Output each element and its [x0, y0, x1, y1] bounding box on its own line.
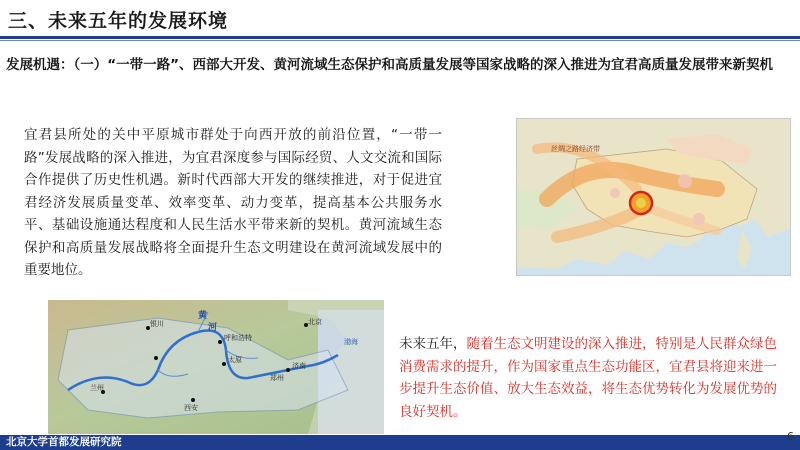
future-paragraph-lead: 未来五年， — [399, 336, 467, 352]
yellow-river-map — [48, 300, 384, 434]
page-number: 6 — [787, 430, 794, 443]
map2-label-hohhot: 呼和浩特 — [224, 334, 252, 342]
map2-label-huang: 黄 — [198, 311, 208, 321]
map2-label-jinan: 济南 — [292, 362, 306, 370]
map2-label-yinchuan: 银川 — [150, 320, 164, 328]
belt-road-map-graphic — [517, 119, 790, 275]
intro-paragraph: 宜君县所处的关中平原城市群处于向西开放的前沿位置，“一带一路”发展战略的深入推进，为宜君深度参与国际经贸、人文交流和国际合作提供了历史性机遇。新时代西部大开发的继续推进，对于促进宜君经济发展质量变革、效率变革、动力变革，提高基本公共服务水平、基础设施通达程度和人民生活水平带来新的契机。黄河流域生态保护和高质量发展战略将全面提升生态文明建设在黄河流域发展中的重要地位。 — [24, 127, 442, 278]
footer-org: 北京大学首都发展研究院 — [6, 436, 122, 448]
section-heading: 发展机遇：（一）“一带一路”、西部大开发、黄河流域生态保护和高质量发展等国家战略的深入推进为宜君高质量发展带来新契机 — [6, 57, 773, 73]
title-bar — [0, 0, 800, 36]
map2-label-beijing: 北京 — [308, 318, 322, 326]
footer-bar — [0, 435, 800, 450]
slide-title: 三、未来五年的发展环境 — [8, 10, 229, 32]
future-paragraph — [399, 333, 777, 423]
map2-label-he: 河 — [208, 323, 218, 333]
map2-label-bohai: 渤海 — [344, 338, 358, 346]
map2-label-lanzhou: 兰州 — [90, 384, 104, 392]
map1-label: 丝绸之路经济带 — [551, 145, 600, 153]
yellow-river-map-graphic — [48, 300, 384, 434]
title-underline — [0, 36, 800, 39]
map2-label-taiyuan: 太原 — [228, 356, 242, 364]
belt-road-map — [516, 118, 791, 276]
title-underline-thin — [0, 40, 800, 41]
map2-label-zhengzhou: 郑州 — [270, 374, 284, 382]
map2-label-xian: 西安 — [184, 404, 198, 412]
future-paragraph-highlight: 随着生态文明建设的深入推进，特别是人民群众绿色消费需求的提升，作为国家重点生态功能区，宜君县将迎来进一步提升生态价值、放大生态效益，将生态优势转化为发展优势的良好契机。 — [399, 336, 777, 420]
